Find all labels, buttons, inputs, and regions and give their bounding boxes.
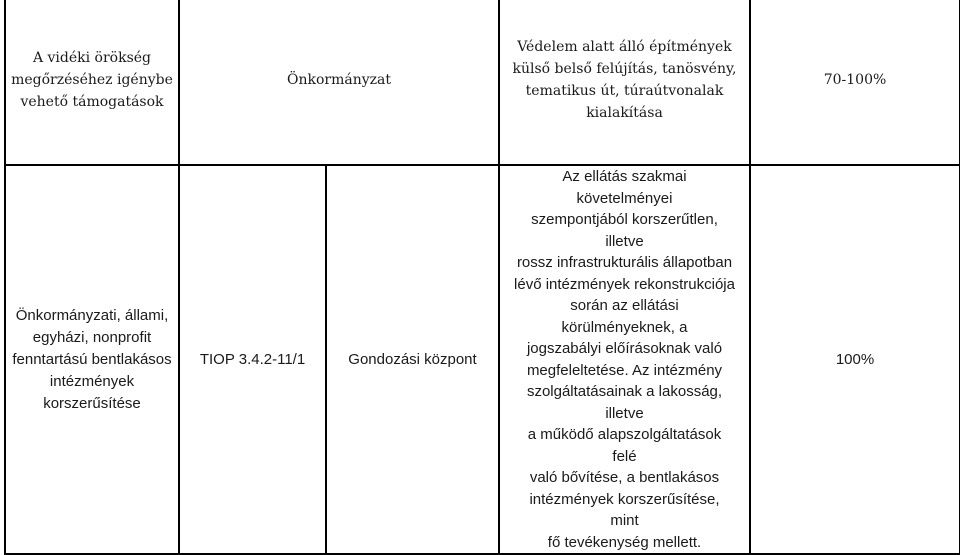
description-line: való bővítése, a bentlakásos [529, 469, 720, 486]
description-line: fő tevékenység mellett. [547, 533, 702, 551]
description-line: intézmények korszerűsítése, mint [529, 490, 720, 529]
target-line: fenntartású bentlakásos [12, 350, 172, 368]
target-line: vehető támogatások [20, 94, 164, 110]
target-line: A vidéki örökség [32, 50, 152, 66]
description-line: szempontjából korszerűtlen, illetve [531, 211, 718, 250]
beneficiary-text: Önkormányzat [287, 72, 391, 88]
support-table [4, 0, 960, 555]
description-line: külső belső felújítás, tanösvény, [512, 61, 737, 77]
description-line: során az ellátási körülményeknek, a [561, 297, 688, 336]
description-line: tematikus út, túraútvonalak [525, 83, 724, 99]
description-line: szolgáltatásainak a lakosság, illetve [526, 383, 723, 422]
rate-cell [750, 0, 960, 165]
beneficiary-cell [326, 165, 499, 554]
rate-text: 100% [835, 350, 875, 368]
description-line: a működő alapszolgáltatások felé [527, 426, 722, 465]
table-row [5, 165, 960, 554]
description-line: lévő intézmények rekonstrukciója [514, 275, 735, 293]
description-line: megfeleltetése. Az intézmény [526, 361, 723, 379]
description-line: Az ellátás szakmai követelményei [562, 168, 687, 207]
target-line: megőrzéséhez igénybe [11, 72, 173, 88]
program-cell [179, 165, 326, 554]
description-cell [499, 0, 750, 165]
table-row [5, 0, 960, 165]
description-line: rossz infrastrukturális állapotban [516, 254, 733, 271]
description-line: Védelem alatt álló építmények [517, 39, 732, 55]
program-code: TIOP 3.4.2-11/1 [199, 350, 306, 368]
rate-text: 70-100% [823, 72, 887, 88]
target-cell [5, 165, 179, 554]
target-line: intézmények [49, 372, 135, 390]
beneficiary-text: Gondozási központ [348, 350, 477, 368]
target-line: korszerűsítése [43, 394, 141, 412]
description-cell [499, 165, 750, 554]
target-cell [5, 0, 179, 165]
description-line: jogszabályi előírásoknak való [526, 340, 723, 357]
target-line: Önkormányzati, állami, [15, 306, 169, 324]
description-line: kialakítása [586, 105, 663, 121]
rate-cell [750, 165, 960, 554]
target-line: egyházi, nonprofit [32, 328, 152, 346]
beneficiary-cell [179, 0, 499, 165]
